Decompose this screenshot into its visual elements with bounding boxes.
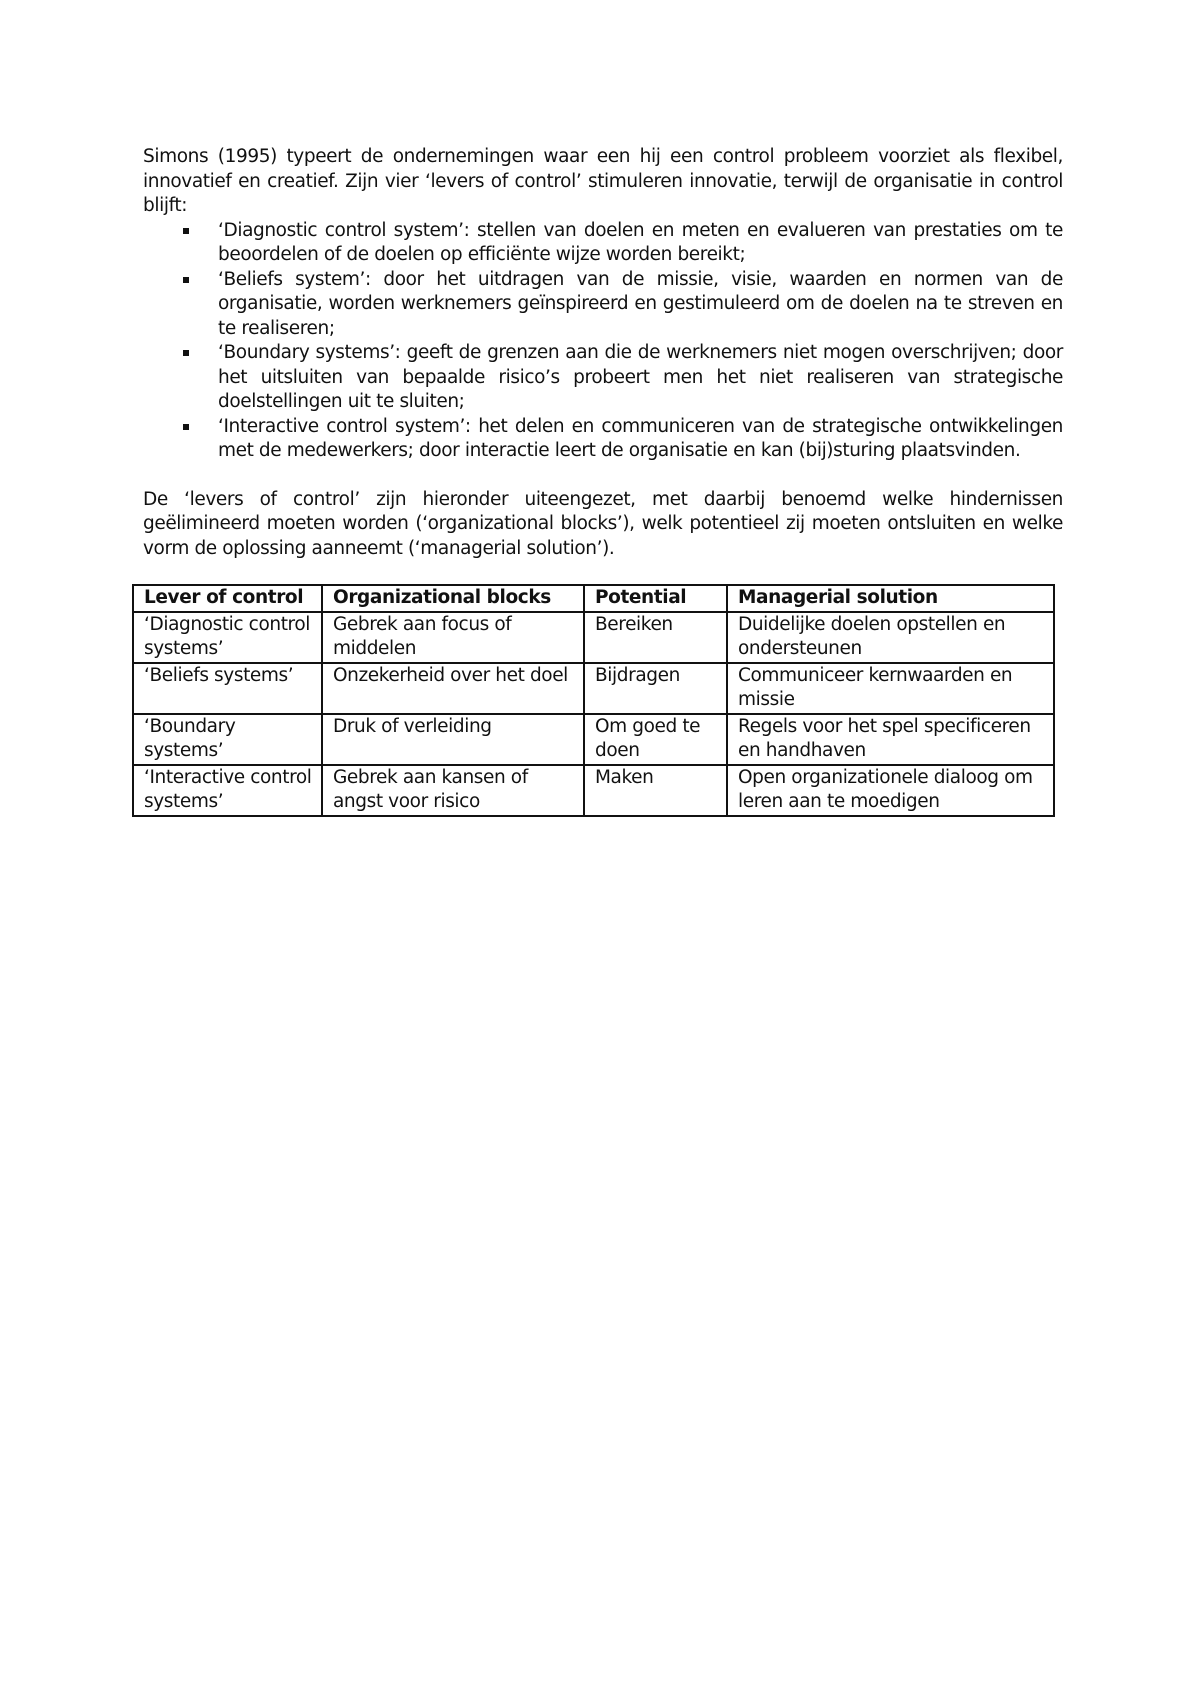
cell-lever: ‘Beliefs systems’ [133, 663, 322, 714]
header-potential: Potential [584, 585, 727, 612]
cell-lever: ‘Diagnostic control systems’ [133, 612, 322, 663]
table-row [133, 765, 1054, 816]
cell-solution: Open organizationele dialoog om leren aan te moedigen [727, 765, 1054, 816]
header-organizational-blocks: Organizational blocks [322, 585, 584, 612]
levers-list [143, 219, 1063, 464]
list-item [143, 268, 1063, 342]
square-bullet-icon [183, 424, 189, 430]
list-item-text: ‘Interactive control system’: het delen en communiceren van de strategische ontwikkelingen met de medewerkers; door interactie leert de organisatie en kan (bij)sturing plaatsvinden. [218, 415, 1063, 461]
cell-potential: Om goed te doen [584, 714, 727, 765]
cell-blocks: Onzekerheid over het doel [322, 663, 584, 714]
list-item [143, 219, 1063, 268]
document-body [143, 145, 1063, 561]
second-paragraph: De ‘levers of control’ zijn hieronder uiteengezet, met daarbij benoemd welke hindernissen geëlimineerd moeten worden (‘organizational blocks’), welk potentieel zij moeten ontsluiten en welke vorm de oplossing aanneemt (‘managerial solution’). [143, 488, 1063, 559]
cell-lever: ‘Boundary systems’ [133, 714, 322, 765]
table-row [133, 663, 1054, 714]
levers-of-control-table [132, 584, 1055, 817]
square-bullet-icon [183, 228, 189, 234]
intro-paragraph: Simons (1995) typeert de ondernemingen waar een hij een control probleem voorziet als flexibel, innovatief en creatief. Zijn vier ‘levers of control’ stimuleren innovatie, terwijl de organisatie in control blijft: [143, 146, 1063, 216]
cell-potential: Bereiken [584, 612, 727, 663]
header-managerial-solution: Managerial solution [727, 585, 1054, 612]
cell-blocks: Druk of verleiding [322, 714, 584, 765]
list-item [143, 415, 1063, 464]
cell-potential: Bijdragen [584, 663, 727, 714]
table-header-row [133, 585, 1054, 612]
cell-blocks: Gebrek aan focus of middelen [322, 612, 584, 663]
table-row [133, 714, 1054, 765]
cell-blocks: Gebrek aan kansen of angst voor risico [322, 765, 584, 816]
cell-lever: ‘Interactive control systems’ [133, 765, 322, 816]
table-row [133, 612, 1054, 663]
cell-solution: Communiceer kernwaarden en missie [727, 663, 1054, 714]
square-bullet-icon [183, 350, 189, 356]
cell-solution: Regels voor het spel specificeren en handhaven [727, 714, 1054, 765]
square-bullet-icon [183, 277, 189, 283]
list-item-text: ‘Boundary systems’: geeft de grenzen aan die de werknemers niet mogen overschrijven; door het uitsluiten van bepaalde risico’s probeert men het niet realiseren van strategische doelstellingen uit te sluiten; [218, 342, 1063, 412]
list-item-text: ‘Diagnostic control system’: stellen van doelen en meten en evalueren van prestaties om te beoordelen of de doelen op efficiënte wijze worden bereikt; [218, 219, 1063, 265]
cell-potential: Maken [584, 765, 727, 816]
list-item [143, 341, 1063, 415]
header-lever-of-control: Lever of control [133, 585, 322, 612]
list-item-text: ‘Beliefs system’: door het uitdragen van de missie, visie, waarden en normen van de organisatie, worden werknemers geïnspireerd en gestimuleerd om de doelen na te streven en te realiseren; [218, 268, 1063, 339]
cell-solution: Duidelijke doelen opstellen en ondersteunen [727, 612, 1054, 663]
paragraph-spacer [143, 464, 1063, 488]
